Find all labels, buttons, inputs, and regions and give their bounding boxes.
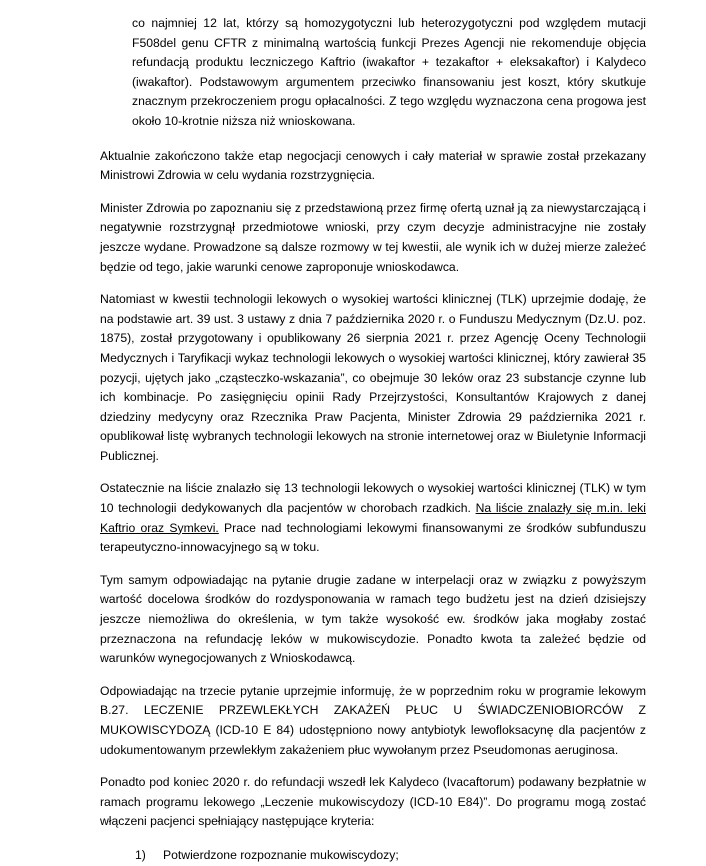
list-item-number: 1) xyxy=(135,847,146,862)
paragraph-continuation: co najmniej 12 lat, którzy są homozygotyczni lub heterozygotyczni pod względem mutacji F508del genu CFTR z minimalną wartością funkcji Prezes Agencji nie rekomenduje objęcia refundacją produktu leczniczego Kaftrio (iwakaftor + tezakaftor + eleksakaftor) i Kalydeco (iwakaftor). Podstawowym argumentem przeciwko finansowaniu jest koszt, który skutkuje znacznym przekroczeniem progu opłacalności. Z tego względu wyznaczona cena progowa jest około 10-krotnie niższa niż wnioskowana. xyxy=(132,16,646,128)
tlk-list-text-after: Prace nad technologiami lekowymi finansowanymi ze środków subfunduszu terapeutyczno-innowacyjnego są w toku. xyxy=(100,520,647,555)
paragraph-price-negotiations: Aktualnie zakończono także etap negocjacji cenowych i cały materiał w sprawie został przekazany Ministrowi Zdrowia w celu wydania rozstrzygnięcia. xyxy=(100,148,646,183)
tlk-list-text-underlined: Na liście znalazły się m.in. leki Kaftrio oraz Symkevi. xyxy=(100,501,646,535)
paragraph-minister-decision: Minister Zdrowia po zapoznaniu się z przedstawioną przez firmę ofertą uznał ją za niewystarczającą i negatywnie rozstrzygnął przedmiotowe wnioski, przy czym decyzje administracyjne nie zostały jeszcze wydane. Prowadzone są dalsze rozmowy w tej kwestii, ale wynik ich w dużej mierze zależeć będzie od tego, jakie warunki cenowe zaproponuje wnioskodawca. xyxy=(100,200,646,274)
list-item-label: Potwierdzone rozpoznanie mukowiscydozy; xyxy=(163,847,399,862)
paragraph-kalydeco-program: Ponadto pod koniec 2020 r. do refundacji wszedł lek Kalydeco (Ivacaftorum) podawany bezpłatnie w ramach programu lekowego „Leczenie mukowiscydozy (ICD-10 E84)”. Do programu mogą zostać włączeni pacjenci spełniający następujące kryteria: xyxy=(100,775,646,829)
paragraph-answer-second-question: Tym samym odpowiadając na pytanie drugie zadane w interpelacji oraz w związku z powyższym wartość docelowa środków do rozdysponowania w ramach tego budżetu jest na dzień dzisiejszy jeszcze niemożliwa do określenia, w tym także wysokość ew. środków jaka mogłaby zostać przeznaczona na refundację leków w mukowiscydozie. Ponadto kwota ta zależeć będzie od warunków wynegocjowanych z Wnioskodawcą. xyxy=(100,572,646,666)
criteria-list xyxy=(100,846,646,866)
paragraph-answer-third-question: Odpowiadając na trzecie pytanie uprzejmie informuję, że w poprzednim roku w programie lekowym B.27. LECZENIE PRZEWLEKŁYCH ZAKAŻEŃ PŁUC U ŚWIADCZENIOBIORCÓW Z MUKOWISCYDOZĄ (ICD-10 E 84) udostępniono nowy antybiotyk lewofloksacynę dla pacjentów z udokumentowanym przewlekłym zakażeniem płuc wywołanym przez Pseudomonas aeruginosa. xyxy=(100,683,646,757)
list-item xyxy=(135,846,646,866)
paragraph-tlk-list xyxy=(100,479,646,557)
tlk-list-text-before: Ostatecznie na liście znalazło się 13 technologii lekowych o wysokiej wartości klinicznej (TLK) w tym 10 technologii dedykowanych dla pacjentów w chorobach rzadkich. xyxy=(100,481,646,516)
paragraph-tlk-background: Natomiast w kwestii technologii lekowych o wysokiej wartości klinicznej (TLK) uprzejmie dodaję, że na podstawie art. 39 ust. 3 ustawy z dnia 7 października 2020 r. o Funduszu Medycznym (Dz.U. poz. 1875), został przygotowany i opublikowany 26 sierpnia 2021 r. przez Agencję Oceny Technologii Medycznych i Taryfikacji wykaz technologii lekowych o wysokiej wartości klinicznej, który zawierał 35 pozycji, ujętych jako „cząsteczko-wskazania”, co obejmuje 30 leków oraz 23 substancje czynne lub ich kombinacje. Po zasięgnięciu opinii Rady Przejrzystości, Konsultantów Krajowych z danej dziedziny medycyny oraz Rzecznika Praw Pacjenta, Minister Zdrowia 29 października 2021 r. opublikował listę wybranych technologii lekowych na stronie internetowej oraz w Biuletynie Informacji Publicznej. xyxy=(100,292,646,463)
